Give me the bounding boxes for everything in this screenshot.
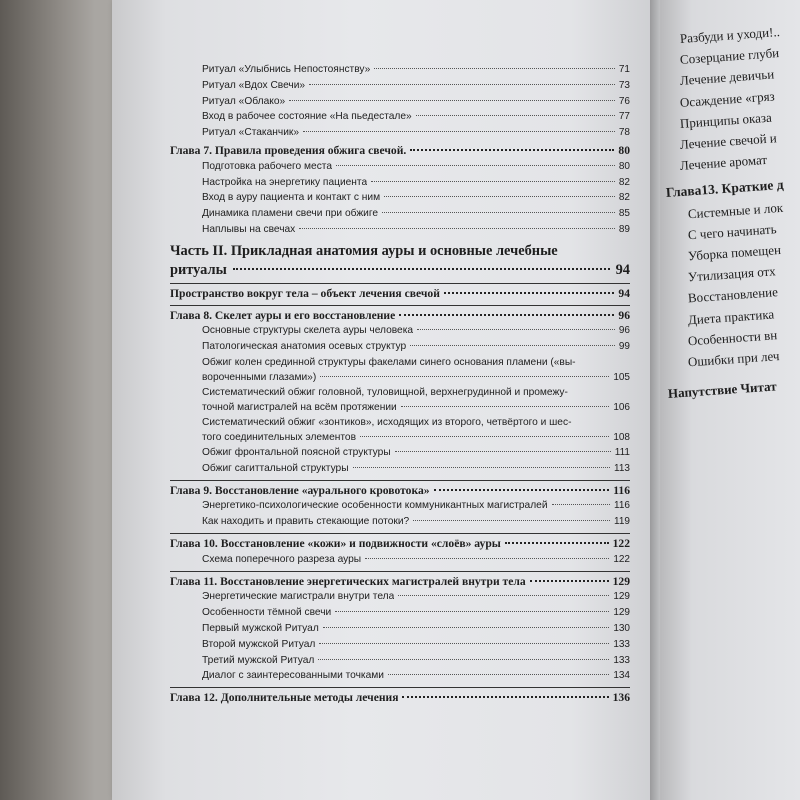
toc-entry [170,445,630,461]
toc-entry [170,175,630,191]
toc-entry [170,125,630,141]
dot-leader [399,314,614,316]
toc-entry-page: 80 [618,160,630,172]
right-page-toc [665,24,784,404]
toc-entry [170,461,630,477]
right-toc-item: Лечение девичьи [679,66,775,89]
toc-entry-title: Как находить и править стекающие потоки? [202,516,410,528]
dot-leader [382,212,615,213]
dot-leader [388,674,609,675]
toc-chapter-title: Глава 8. Скелет ауры и его восстановление [170,308,396,322]
toc-chapter-title: Пространство вокруг тела – объект лечения свечой [170,286,440,300]
toc-entry-title: Основные структуры скелета ауры человека [202,325,414,337]
toc-entry-title: Вход в рабочее состояние «На пьедестале» [202,111,412,123]
toc-entry-page: 106 [613,401,630,413]
right-toc-item: Лечение свечой и [679,130,778,152]
toc-entry-title: Схема поперечного разреза ауры [202,553,362,565]
table-of-contents [170,62,630,706]
toc-entry-page: 130 [613,622,630,634]
toc-entry-page: 71 [618,64,630,75]
dot-leader [530,580,609,582]
toc-chapter-title: Глава 9. Восстановление «аурального кровотока» [170,483,430,497]
right-toc-item: Осаждение «гряз [679,88,776,110]
toc-entry [170,190,630,206]
right-toc-item: Лечение аромат [679,152,768,174]
toc-entry-page: 134 [613,670,630,682]
right-toc-item: Уборка помещен [687,241,782,264]
toc-entry [170,355,630,385]
dot-leader [384,196,615,197]
toc-entry [170,159,630,175]
toc-entry-page: 133 [613,638,630,650]
toc-entry-title: Вход в ауру пациента и контакт с ним [202,192,381,204]
dot-leader [371,181,615,182]
divider [170,283,630,284]
toc-entry [170,323,630,339]
toc-chapter-page: 94 [618,286,630,300]
toc-entry-page: 82 [618,176,630,188]
right-toc-item: Диета практика [687,306,775,328]
toc-chapter-8 [170,308,630,324]
toc-entry-page: 133 [613,654,630,666]
toc-entry-title: Ритуал «Облако» [202,95,286,107]
dot-leader [318,659,609,660]
dot-leader [289,100,615,101]
toc-entry-page: 89 [618,223,630,235]
toc-chapter-11 [170,574,630,590]
dot-leader [410,345,615,346]
toc-entry [170,415,630,445]
right-toc-item: Ошибки при леч [687,348,780,370]
right-toc-item: Утилизация отх [687,263,777,285]
dot-leader [401,406,610,407]
toc-entry-title: Ритуал «Улыбнись Непостоянству» [202,64,371,75]
toc-entry-title: Наплывы на свечах [202,223,296,235]
dot-leader [374,68,615,69]
dot-leader [398,595,609,596]
toc-entry-title: Систематический обжиг «зонтиков», исходящих из второго, четвёртого и шес- [202,416,572,428]
toc-entry-page: 111 [614,446,630,458]
toc-entry-title: Патологическая анатомия осевых структур [202,341,407,353]
dot-leader [335,611,609,612]
toc-entry [170,206,630,222]
dot-leader [434,489,610,491]
toc-entry [170,589,630,605]
toc-entry [170,653,630,669]
toc-entry-title: Третий мужской Ритуал [202,654,315,666]
right-toc-item: Созерцание глуби [679,45,780,68]
toc-chapter-page: 136 [612,691,630,705]
divider [170,571,630,572]
toc-section-space [170,286,630,302]
toc-entry [170,637,630,653]
toc-entry [170,62,630,78]
toc-chapter-12 [170,690,630,706]
dot-leader [323,627,610,628]
toc-entry-page: 99 [618,341,630,353]
toc-entry-page: 122 [613,553,630,565]
toc-entry-page: 105 [613,371,630,383]
toc-chapter-title: Глава 7. Правила проведения обжига свечой. [170,143,407,157]
toc-entry-title: Второй мужской Ритуал [202,638,316,650]
divider [170,687,630,688]
toc-entry-page: 119 [614,516,630,528]
divider [170,480,630,481]
toc-entry-title: Особенности тёмной свечи [202,607,332,619]
toc-part-page: 94 [615,261,630,278]
dot-leader [417,329,615,330]
right-toc-item: Восстановление [687,284,779,306]
toc-part-title-line1: Часть II. Прикладная анатомия ауры и основные лечебные [170,242,558,259]
toc-part-2 [170,242,630,280]
toc-entry-page: 96 [618,325,630,337]
toc-entry [170,621,630,637]
toc-entry-page: 85 [618,208,630,220]
toc-chapter-title: Глава 12. Дополнительные методы лечения [170,691,399,705]
toc-entry-page: 113 [614,462,630,474]
toc-entry-title: Систематический обжиг головной, туловищной, верхнегрудинной и промежу- [202,386,568,398]
dot-leader [552,504,611,505]
right-page [660,0,800,800]
toc-entry-title: Энергетические магистрали внутри тела [202,591,395,603]
toc-entry [170,668,630,684]
toc-entry-page: 129 [613,591,630,603]
toc-chapter-page: 129 [612,574,630,588]
toc-entry [170,498,630,514]
toc-entry [170,385,630,415]
dot-leader [320,376,609,377]
toc-entry-page: 116 [614,500,630,512]
toc-entry-title: Диалог с заинтересованными точками [202,670,384,682]
toc-entry-title-cont: вороченными глазами») [202,371,317,383]
dot-leader [360,436,609,437]
dot-leader [505,542,609,544]
right-toc-item: Разбуди и уходи!.. [679,24,781,46]
right-toc-item: Особенности вн [687,327,778,349]
toc-entry [170,605,630,621]
toc-chapter-page: 116 [613,483,630,497]
right-toc-item: Системные и лок [687,199,784,222]
toc-entry-title: Первый мужской Ритуал [202,622,319,634]
toc-entry-page: 78 [618,127,630,139]
toc-entry-title-cont: точной магистралей на всём протяжении [202,401,397,413]
toc-entry-title-cont: того соединительных элементов [202,431,356,443]
toc-entry-page: 82 [618,192,630,204]
toc-entry [170,514,630,530]
toc-entry [170,94,630,110]
dot-leader [444,292,615,294]
right-toc-item: С чего начинать [687,221,777,243]
dot-leader [413,520,610,521]
toc-chapter-page: 122 [612,536,630,550]
toc-entry-title: Динамика пламени свечи при обжиге [202,208,378,220]
toc-entry-title: Энергетико-психологические особенности коммуникантных магистралей [202,500,548,512]
dot-leader [353,467,611,468]
toc-chapter-9 [170,483,630,499]
dot-leader [410,149,614,151]
toc-chapter-title: Глава 11. Восстановление энергетических магистралей внутри тела [170,574,526,588]
right-toc-final: Напутствие Читат [667,378,778,402]
dot-leader [303,131,615,132]
toc-entry [170,339,630,355]
dot-leader [336,165,615,166]
toc-chapter-page: 96 [618,308,630,322]
toc-part-title-line2: ритуалы [170,261,227,278]
toc-entry-page: 108 [613,431,630,443]
toc-entry-page: 77 [618,111,630,123]
toc-entry-title: Обжиг колен срединной структуры факелами синего основания пламени («вы- [202,356,576,368]
dot-leader [299,228,615,229]
toc-entry [170,78,630,94]
dot-leader [319,643,609,644]
toc-entry-page: 73 [618,79,630,91]
dot-leader [365,558,609,559]
toc-entry-title: Обжиг фронтальной поясной структуры [202,446,391,458]
toc-entry-title: Ритуал «Стаканчик» [202,127,300,139]
toc-entry-title: Обжиг сагиттальной структуры [202,462,349,474]
right-toc-chapter-13: Глава13. Краткие д [665,177,784,201]
dot-leader [233,268,610,270]
right-toc-item: Принципы оказа [679,109,773,131]
dot-leader [395,451,611,452]
toc-chapter-7 [170,143,630,159]
toc-chapter-title: Глава 10. Восстановление «кожи» и подвижности «слоёв» ауры [170,536,501,550]
divider [170,305,630,306]
toc-entry [170,552,630,568]
toc-entry [170,222,630,238]
toc-entry-title: Подготовка рабочего места [202,160,332,172]
divider [170,533,630,534]
toc-entry-page: 76 [618,95,630,107]
dot-leader [309,84,615,85]
dot-leader [416,115,615,116]
toc-entry-page: 129 [613,607,630,619]
toc-entry-title: Ритуал «Вдох Свечи» [202,79,306,91]
dot-leader [402,696,608,698]
toc-entry [170,109,630,125]
toc-chapter-page: 80 [618,143,630,157]
toc-entry-title: Настройка на энергетику пациента [202,176,368,188]
toc-chapter-10 [170,536,630,552]
